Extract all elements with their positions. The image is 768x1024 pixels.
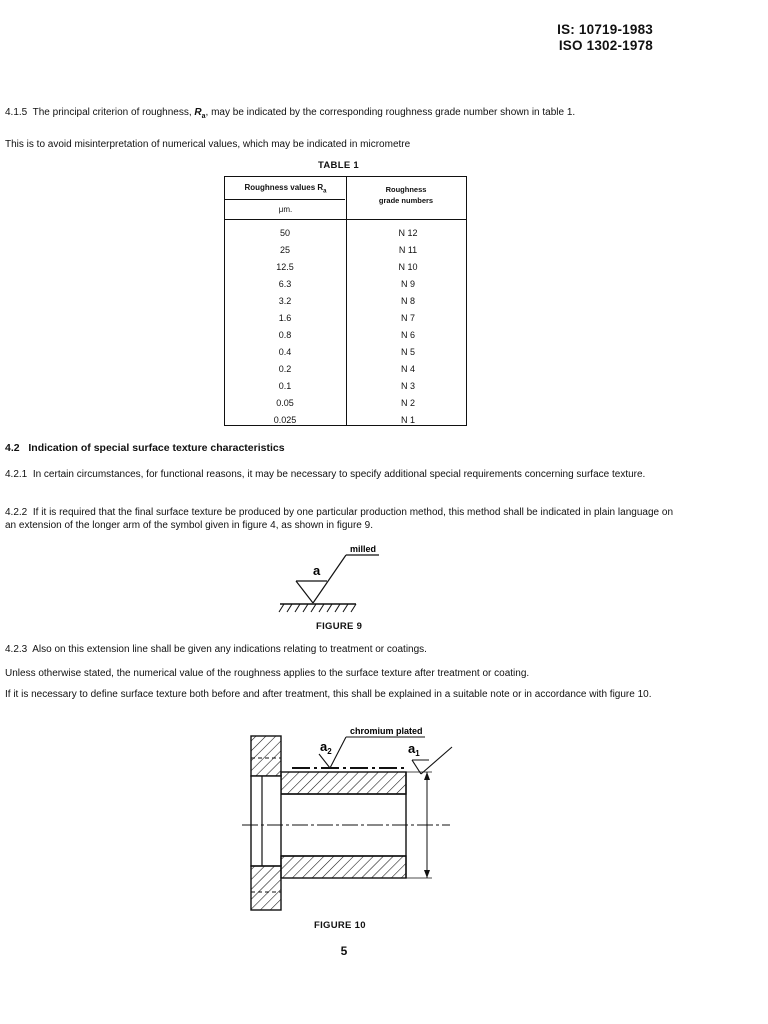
roughness-value-cell: 0.025	[273, 415, 297, 425]
paragraph-text: The principal criterion of roughness,	[32, 107, 195, 118]
roughness-value-cell: 3.2	[278, 296, 292, 306]
paragraph-4-2-3	[5, 643, 673, 656]
paragraph-before-after-treatment: If it is necessary to define surface texture both before and after treatment, this shall be explained in a suitable note or in accordance with figure 10.	[5, 689, 652, 700]
table-header-roughness-values: Roughness values $R_a$	[244, 183, 327, 195]
figure-10-caption: FIGURE 10	[314, 920, 366, 931]
roughness-value-cell: 0.2	[278, 364, 292, 374]
table-header-subdivider	[225, 199, 345, 200]
grade-number-cell: N 4	[400, 364, 415, 374]
figure-9-caption: FIGURE 9	[316, 621, 363, 632]
section-number: 4.1.5	[5, 107, 28, 118]
paragraph-4-2-1	[5, 468, 673, 481]
grade-number-cell: N 5	[400, 347, 415, 357]
table-row	[225, 310, 466, 327]
dimension-arrow-top	[424, 772, 430, 780]
table-row	[225, 293, 466, 310]
surface-hatching	[279, 604, 356, 612]
grade-number-cell: N 1	[400, 415, 415, 425]
table-header-grade-numbers: Roughness grade numbers	[378, 185, 434, 205]
grade-number-cell: N 9	[400, 279, 415, 289]
figure-10-a1: $a_1$	[408, 741, 420, 758]
roughness-subscript: a	[201, 113, 206, 120]
standard-number-is: IS: 10719-1983	[557, 22, 653, 37]
table-row	[225, 242, 466, 259]
roughness-table	[224, 176, 467, 426]
grade-number-cell: N 3	[400, 381, 415, 391]
table-header-rule	[225, 219, 466, 220]
figure-9-method-label: milled	[350, 544, 377, 554]
flange-bottom-section	[251, 866, 281, 910]
table-header-unit: μm.	[278, 205, 293, 214]
roughness-value-cell: 0.8	[278, 330, 292, 340]
a2-symbol-long-arm	[330, 737, 346, 768]
flange-body	[251, 776, 281, 866]
table-row	[225, 259, 466, 276]
table-row	[225, 327, 466, 344]
a2-symbol-short-arm	[319, 754, 330, 768]
grade-number-cell: N 11	[398, 245, 418, 255]
section-title: Indication of special surface texture characteristics	[28, 442, 285, 454]
sleeve-bottom-wall	[281, 856, 406, 878]
roughness-value-cell: 0.05	[276, 398, 294, 408]
section-number: 4.2.3	[5, 644, 28, 655]
document-header	[557, 22, 653, 54]
roughness-value-cell: 50	[279, 228, 290, 238]
paragraph-text: , may be indicated by the corresponding roughness grade number shown in table 1.	[205, 107, 576, 118]
section-number: 4.2	[5, 442, 20, 454]
paragraph-unless-otherwise: Unless otherwise stated, the numerical value of the roughness applies to the surface texture after treatment or coating.	[5, 668, 530, 679]
page-number: 5	[340, 944, 348, 958]
figure-9-roughness-a: a	[313, 563, 321, 578]
figure-10-coating-label: chromium plated	[350, 726, 423, 736]
roughness-value-cell: 12.5	[276, 262, 294, 272]
table-row	[225, 412, 466, 429]
grade-number-cell: N 7	[400, 313, 415, 323]
symbol-short-arm	[296, 581, 313, 603]
figure-9-drawing	[270, 540, 390, 622]
grade-number-cell: N 10	[398, 262, 418, 272]
paragraph-4-1-5-note: This is to avoid misinterpretation of numerical values, which may be indicated in micrometre	[5, 139, 411, 150]
roughness-value-cell: 0.1	[278, 381, 292, 391]
roughness-value-cell: 6.3	[278, 279, 292, 289]
grade-number-cell: N 6	[400, 330, 415, 340]
roughness-value-cell: 1.6	[278, 313, 292, 323]
section-number: 4.2.1	[5, 469, 28, 480]
table-row	[225, 225, 466, 242]
paragraph-text: If it is required that the final surface texture be produced by one particular production method, this method shall be indicated in plain language on an extension of the longer arm of the symbol given in figure 4, as shown in figure 9.	[5, 507, 673, 531]
figure-10-a2: $a_2$	[320, 739, 332, 756]
paragraph-4-2-2	[5, 506, 673, 532]
table-row	[225, 344, 466, 361]
paragraph-text: In certain circumstances, for functional reasons, it may be necessary to specify additional special requirements concerning surface texture.	[32, 469, 646, 480]
section-heading-4-2	[5, 442, 285, 454]
section-number: 4.2.2	[5, 507, 28, 518]
standard-number-iso: ISO 1302-1978	[558, 38, 653, 53]
table-row	[225, 378, 466, 395]
paragraph-4-1-5	[5, 106, 673, 123]
roughness-value-cell: 0.4	[278, 347, 292, 357]
grade-number-cell: N 8	[400, 296, 415, 306]
flange-top-section	[251, 736, 281, 776]
table-row	[225, 276, 466, 293]
grade-number-cell: N 2	[400, 398, 415, 408]
roughness-symbol: R	[194, 107, 202, 118]
table-row	[225, 361, 466, 378]
grade-number-cell: N 12	[398, 228, 418, 238]
table-row	[225, 395, 466, 412]
paragraph-text: Also on this extension line shall be given any indications relating to treatment or coatings.	[32, 644, 427, 655]
figure-10-drawing	[240, 722, 465, 917]
dimension-arrow-bottom	[424, 870, 430, 878]
roughness-value-cell: 25	[279, 245, 290, 255]
sleeve-top-wall	[281, 772, 406, 794]
table-title: TABLE 1	[318, 160, 359, 171]
